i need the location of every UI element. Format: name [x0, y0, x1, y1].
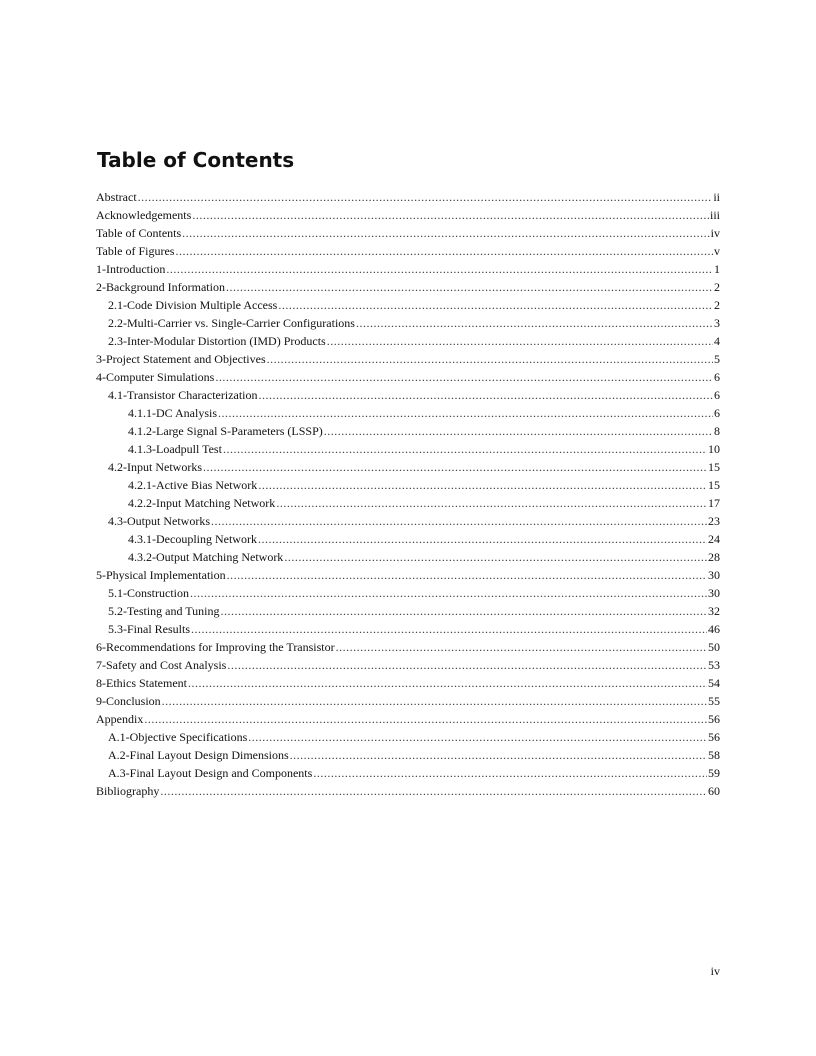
toc-entry-title: 1-Introduction [96, 262, 166, 276]
dot-leader [223, 440, 707, 458]
toc-entry-page: 6 [714, 370, 720, 384]
toc-entry-page: 2 [714, 280, 720, 294]
dot-leader [227, 566, 707, 584]
dot-leader [191, 620, 707, 638]
toc-entry-page: 50 [708, 640, 720, 654]
toc-entry-title: Appendix [96, 712, 144, 726]
toc-entry-title: 7-Safety and Cost Analysis [96, 658, 227, 672]
dot-leader [258, 476, 707, 494]
toc-entry-title: 4.1.2-Large Signal S-Parameters (LSSP) [128, 424, 323, 438]
toc-entry[interactable] [96, 386, 720, 404]
dot-leader [211, 512, 707, 530]
toc-entry-title: 4.1.1-DC Analysis [128, 406, 218, 420]
toc-entry[interactable] [96, 296, 720, 314]
toc-entry[interactable] [96, 512, 720, 530]
toc-entry-title: 2.1-Code Division Multiple Access [108, 298, 278, 312]
toc-entry-title: 4.3.2-Output Matching Network [128, 550, 284, 564]
toc-entry-page: 58 [708, 748, 720, 762]
toc-entry-page: 6 [714, 388, 720, 402]
dot-leader [203, 458, 707, 476]
toc-entry-page: 46 [708, 622, 720, 636]
toc-entry[interactable] [96, 332, 720, 350]
dot-leader [192, 206, 709, 224]
dot-leader [259, 386, 713, 404]
toc-entry-page: iv [710, 226, 720, 240]
dot-leader [356, 314, 713, 332]
toc-entry-page: 6 [714, 406, 720, 420]
toc-entry-title: 6-Recommendations for Improving the Transistor [96, 640, 335, 654]
toc-entry-page: 24 [708, 532, 720, 546]
dot-leader [182, 224, 710, 242]
toc-entry-page: 56 [708, 712, 720, 726]
dot-leader [248, 728, 707, 746]
toc-entry[interactable] [96, 422, 720, 440]
toc-entry[interactable] [96, 206, 720, 224]
toc-entry-page: 10 [708, 442, 720, 456]
toc-entry-title: 9-Conclusion [96, 694, 161, 708]
toc-heading: Table of Contents [97, 148, 295, 172]
dot-leader [324, 422, 713, 440]
toc-entry-title: 5.2-Testing and Tuning [108, 604, 220, 618]
toc-entry[interactable] [96, 350, 720, 368]
toc-entry[interactable] [96, 314, 720, 332]
dot-leader [336, 638, 707, 656]
toc-entry-title: 4.2.2-Input Matching Network [128, 496, 276, 510]
dot-leader [327, 332, 713, 350]
toc-entry-title: 4.3.1-Decoupling Network [128, 532, 257, 546]
toc-entry[interactable] [96, 440, 720, 458]
toc-entry-page: 23 [708, 514, 720, 528]
toc-entry-title: Bibliography [96, 784, 160, 798]
toc-entry-page: 55 [708, 694, 720, 708]
toc-entry-title: 4-Computer Simulations [96, 370, 215, 384]
toc-entry[interactable] [96, 260, 720, 278]
dot-leader [188, 674, 707, 692]
toc-entry[interactable] [96, 710, 720, 728]
toc-entry-page: 53 [708, 658, 720, 672]
toc-entry-title: A.2-Final Layout Design Dimensions [108, 748, 289, 762]
toc-entry-page: 30 [708, 586, 720, 600]
dot-leader [144, 710, 707, 728]
toc-entry-page: 8 [714, 424, 720, 438]
toc-entry-title: 5.1-Construction [108, 586, 189, 600]
toc-entry[interactable] [96, 476, 720, 494]
toc-entry-title: 3-Project Statement and Objectives [96, 352, 266, 366]
toc-entry-title: 5-Physical Implementation [96, 568, 226, 582]
toc-entry[interactable] [96, 530, 720, 548]
dot-leader [218, 404, 713, 422]
toc-entry-title: 4.3-Output Networks [108, 514, 210, 528]
dot-leader [175, 242, 713, 260]
dot-leader [138, 188, 713, 206]
toc-entry[interactable] [96, 548, 720, 566]
toc-entry-page: 54 [708, 676, 720, 690]
toc-entry[interactable] [96, 404, 720, 422]
dot-leader [190, 584, 707, 602]
toc-entry[interactable] [96, 584, 720, 602]
footer-page-number: iv [710, 964, 720, 978]
toc-entry-title: Acknowledgements [96, 208, 192, 222]
dot-leader [267, 350, 713, 368]
toc-entry[interactable] [96, 458, 720, 476]
toc-entry[interactable] [96, 242, 720, 260]
toc-entry-title: A.1-Objective Specifications [108, 730, 248, 744]
dot-leader [221, 602, 707, 620]
toc-entry-page: 15 [708, 460, 720, 474]
toc-entry[interactable] [96, 764, 720, 782]
dot-leader [226, 278, 713, 296]
toc-entry[interactable] [96, 656, 720, 674]
toc-entry-title: Table of Figures [96, 244, 175, 258]
toc-entry[interactable] [96, 692, 720, 710]
toc-entry-page: iii [709, 208, 720, 222]
toc-entry-title: 4.1.3-Loadpull Test [128, 442, 222, 456]
dot-leader [227, 656, 707, 674]
toc-entry-page: 1 [714, 262, 720, 276]
dot-leader [215, 368, 713, 386]
dot-leader [284, 548, 707, 566]
toc-entry-title: 4.2-Input Networks [108, 460, 202, 474]
toc-entry-title: 2-Background Information [96, 280, 225, 294]
toc-entry-title: Abstract [96, 190, 137, 204]
toc-entry[interactable] [96, 278, 720, 296]
toc-entry-page: 4 [714, 334, 720, 348]
toc-entry[interactable] [96, 494, 720, 512]
dot-leader [278, 296, 713, 314]
toc-entry[interactable] [96, 602, 720, 620]
toc-entry[interactable] [96, 620, 720, 638]
toc-entry[interactable] [96, 782, 720, 800]
toc-entry-title: Table of Contents [96, 226, 182, 240]
toc-entry-title: 8-Ethics Statement [96, 676, 187, 690]
toc-entry-page: 2 [714, 298, 720, 312]
dot-leader [313, 764, 707, 782]
toc-entry[interactable] [96, 638, 720, 656]
toc-entry-page: v [714, 244, 720, 258]
dot-leader [276, 494, 707, 512]
toc-entry[interactable] [96, 746, 720, 764]
dot-leader [290, 746, 707, 764]
dot-leader [166, 260, 713, 278]
toc-list [96, 188, 720, 800]
toc-entry[interactable] [96, 368, 720, 386]
toc-entry-title: 5.3-Final Results [108, 622, 191, 636]
toc-entry[interactable] [96, 728, 720, 746]
toc-entry-page: 28 [708, 550, 720, 564]
dot-leader [258, 530, 707, 548]
toc-entry-page: 3 [714, 316, 720, 330]
toc-entry[interactable] [96, 188, 720, 206]
toc-entry-title: A.3-Final Layout Design and Components [108, 766, 313, 780]
dot-leader [160, 782, 707, 800]
dot-leader [162, 692, 707, 710]
toc-entry[interactable] [96, 674, 720, 692]
toc-entry-title: 4.1-Transistor Characterization [108, 388, 258, 402]
toc-entry-title: 2.2-Multi-Carrier vs. Single-Carrier Configurations [108, 316, 355, 330]
toc-entry-page: 17 [708, 496, 720, 510]
toc-entry-page: 5 [714, 352, 720, 366]
toc-entry-page: 15 [708, 478, 720, 492]
toc-entry-page: 60 [708, 784, 720, 798]
toc-entry-page: ii [713, 190, 720, 204]
toc-entry-title: 2.3-Inter-Modular Distortion (IMD) Products [108, 334, 326, 348]
toc-entry-page: 56 [708, 730, 720, 744]
toc-entry[interactable] [96, 224, 720, 242]
toc-entry-page: 32 [708, 604, 720, 618]
toc-entry-page: 59 [708, 766, 720, 780]
toc-entry-title: 4.2.1-Active Bias Network [128, 478, 258, 492]
toc-entry[interactable] [96, 566, 720, 584]
toc-entry-page: 30 [708, 568, 720, 582]
